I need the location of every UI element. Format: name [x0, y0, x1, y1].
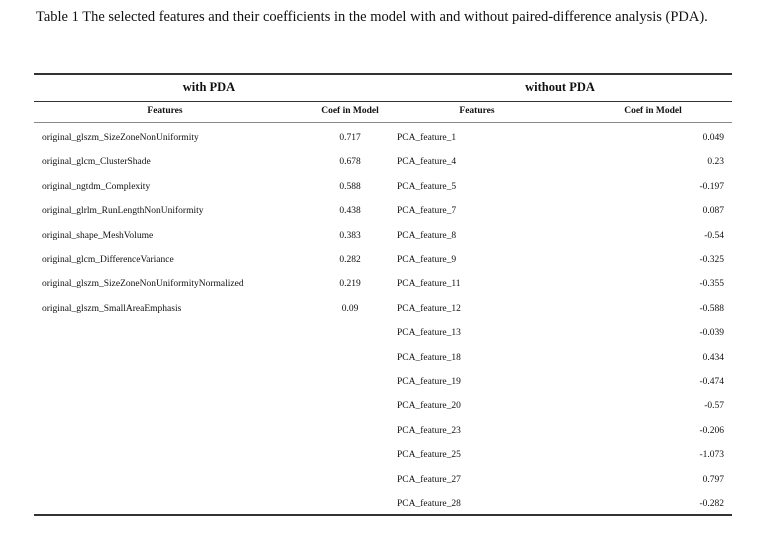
with-pda-feature-name: original_glszm_SmallAreaEmphasis	[42, 304, 182, 314]
with-pda-coefficient: 0.588	[339, 182, 361, 192]
without-pda-feature-name: PCA_feature_5	[397, 182, 457, 192]
group-header-rule	[34, 101, 732, 102]
with-pda-coefficient: 0.717	[339, 133, 361, 143]
without-pda-coefficient: -0.325	[699, 255, 724, 265]
without-pda-feature-name: PCA_feature_4	[397, 157, 457, 167]
with-pda-coefficient: 0.219	[339, 279, 361, 289]
without-pda-feature-name: PCA_feature_28	[397, 499, 461, 509]
with-pda-coefficient: 0.438	[339, 206, 361, 216]
without-pda-coefficient: -0.57	[704, 401, 724, 411]
without-pda-coefficient: -0.197	[699, 182, 724, 192]
with-pda-feature-name: original_glszm_SizeZoneNonUniformity	[42, 133, 199, 143]
without-pda-coefficient: -0.474	[699, 377, 724, 387]
with-pda-feature-name: original_glrlm_RunLengthNonUniformity	[42, 206, 204, 216]
without-pda-feature-name: PCA_feature_19	[397, 377, 461, 387]
without-pda-feature-name: PCA_feature_13	[397, 328, 461, 338]
without-pda-coefficient: -0.282	[699, 499, 724, 509]
without-pda-coefficient: -0.54	[704, 231, 724, 241]
without-pda-feature-name: PCA_feature_27	[397, 475, 461, 485]
column-header-features-without-pda: Features	[459, 106, 495, 116]
column-header-coef-with-pda: Coef in Model	[321, 106, 379, 116]
without-pda-feature-name: PCA_feature_1	[397, 133, 457, 143]
group-header-with-pda: with PDA	[182, 80, 236, 94]
without-pda-coefficient: 0.797	[702, 475, 724, 485]
with-pda-feature-name: original_glcm_DifferenceVariance	[42, 255, 174, 265]
without-pda-coefficient: -0.206	[699, 426, 724, 436]
without-pda-coefficient: 0.049	[702, 133, 724, 143]
without-pda-feature-name: PCA_feature_11	[397, 279, 461, 289]
with-pda-coefficient: 0.383	[339, 231, 361, 241]
without-pda-feature-name: PCA_feature_8	[397, 231, 457, 241]
with-pda-coefficient: 0.09	[341, 304, 359, 314]
without-pda-coefficient: -1.073	[699, 450, 724, 460]
without-pda-feature-name: PCA_feature_7	[397, 206, 457, 216]
without-pda-feature-name: PCA_feature_20	[397, 401, 461, 411]
column-header-rule	[34, 122, 732, 123]
without-pda-coefficient: 0.23	[707, 157, 724, 167]
without-pda-feature-name: PCA_feature_9	[397, 255, 457, 265]
table-bottom-rule	[34, 514, 732, 516]
with-pda-feature-name: original_ngtdm_Complexity	[42, 182, 151, 192]
without-pda-feature-name: PCA_feature_23	[397, 426, 461, 436]
with-pda-coefficient: 0.282	[339, 255, 361, 265]
without-pda-coefficient: -0.355	[699, 279, 724, 289]
with-pda-feature-name: original_glszm_SizeZoneNonUniformityNormalized	[42, 279, 244, 289]
without-pda-feature-name: PCA_feature_25	[397, 450, 461, 460]
with-pda-feature-name: original_glcm_ClusterShade	[42, 157, 151, 167]
without-pda-feature-name: PCA_feature_18	[397, 353, 461, 363]
with-pda-feature-name: original_shape_MeshVolume	[42, 231, 154, 241]
table-top-rule	[34, 73, 732, 75]
table-caption: Table 1 The selected features and their coefficients in the model with and without paired-difference analysis (PDA).	[36, 9, 708, 25]
without-pda-coefficient: -0.039	[699, 328, 724, 338]
with-pda-coefficient: 0.678	[339, 157, 361, 167]
group-header-without-pda: without PDA	[525, 80, 595, 94]
without-pda-feature-name: PCA_feature_12	[397, 304, 461, 314]
without-pda-coefficient: 0.434	[702, 353, 724, 363]
without-pda-coefficient: -0.588	[699, 304, 724, 314]
without-pda-coefficient: 0.087	[702, 206, 724, 216]
column-header-features-with-pda: Features	[147, 106, 183, 116]
column-header-coef-without-pda: Coef in Model	[624, 106, 682, 116]
